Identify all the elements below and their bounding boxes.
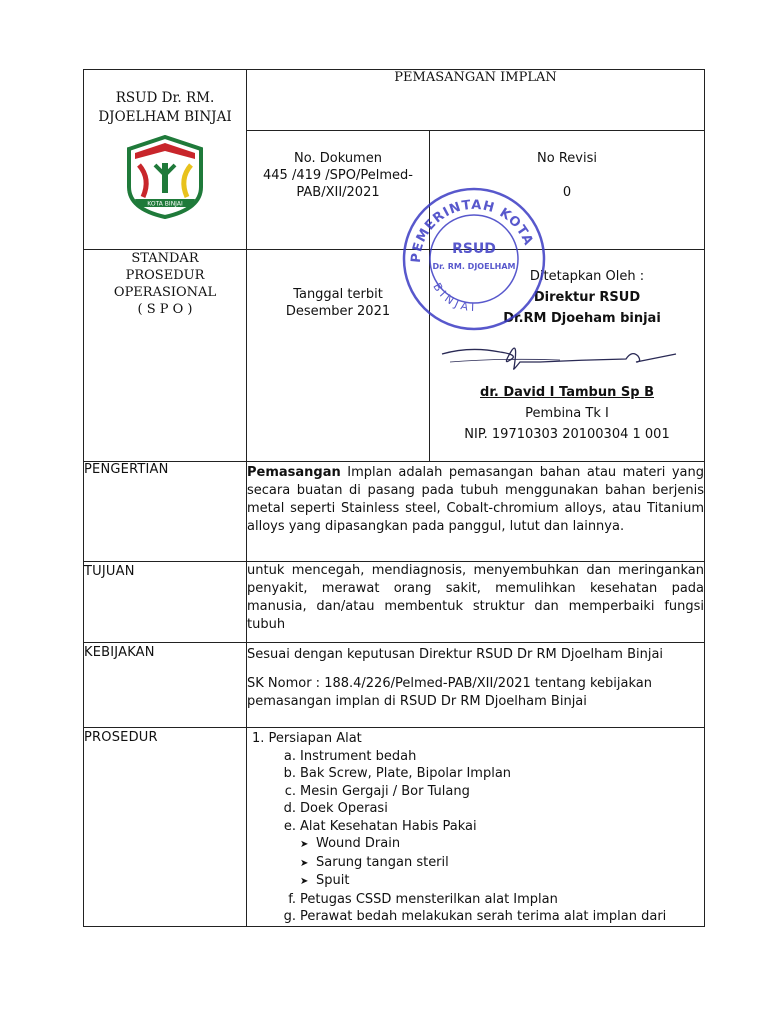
set-by-label: Ditetapkan Oleh : xyxy=(529,269,645,284)
tujuan-label: TUJUAN xyxy=(84,562,247,643)
prosedur-item-text: Instrument bedah xyxy=(300,748,417,764)
hospital-cell xyxy=(84,70,247,250)
prosedur-item-text: Alat Kesehatan Habis Pakai xyxy=(300,818,477,834)
prosedur-item-marker: e. xyxy=(283,818,296,834)
prosedur-label: PROSEDUR xyxy=(84,728,247,927)
prosedur-item xyxy=(272,818,704,836)
revision-value: 0 xyxy=(562,185,572,200)
document-title: PEMASANGAN IMPLAN xyxy=(247,70,705,131)
approval-cell xyxy=(430,250,705,462)
svg-text:PEMERINTAH KOTA: PEMERINTAH KOTA xyxy=(408,197,536,264)
signer-rank: Pembina Tk I xyxy=(525,406,609,421)
svg-text:Dr. RM. DJOELHAM: Dr. RM. DJOELHAM xyxy=(432,262,516,271)
signer-name: dr. David I Tambun Sp B xyxy=(480,385,654,400)
prosedur-item xyxy=(272,800,704,818)
spo-label-cell xyxy=(84,250,247,462)
svg-text:B I N J A I: B I N J A I xyxy=(430,280,475,315)
spo-table xyxy=(83,69,705,927)
prosedur-item-text: Mesin Gergaji / Bor Tulang xyxy=(300,783,470,799)
prosedur-item xyxy=(272,783,704,801)
prosedur-sub-item-text: Sarung tangan steril xyxy=(316,854,449,870)
pengertian-body: Implan adalah pemasangan bahan atau materi yang secara buatan di pasang pada tubuh menggunakan bahan berjenis metal seperti Stainless steel, Cobalt-chromium alloys, atau Titanium alloys yang dipasangkan pada panggul, lutut dan lainnya. xyxy=(247,465,705,534)
spo-line4: ( S P O ) xyxy=(137,302,193,317)
prosedur-item-marker: g. xyxy=(283,909,296,924)
kebijakan-cell xyxy=(247,643,705,728)
kebijakan-para1: Sesuai dengan keputusan Direktur RSUD Dr RM Djoelham Binjai xyxy=(247,647,664,662)
prosedur-sub-list-after xyxy=(252,891,704,926)
document-number-value-2: PAB/XII/2021 xyxy=(296,185,380,200)
prosedur-item-marker: a. xyxy=(283,748,296,764)
prosedur-sub-item xyxy=(300,872,704,891)
document-number-value-1: 445 /419 /SPO/Pelmed- xyxy=(263,168,413,183)
prosedur-item xyxy=(272,891,704,909)
kebijakan-para2: SK Nomor : 188.4/226/Pelmed-PAB/XII/2021 tentang kebijakan pemasangan implan di RSUD Dr RM Djoelham Binjai xyxy=(247,676,652,709)
signer-nip: NIP. 19710303 20100304 1 001 xyxy=(464,427,670,442)
spo-line1: STANDAR xyxy=(131,251,199,266)
spo-line2: PROSEDUR xyxy=(125,268,205,283)
prosedur-item-text: Petugas CSSD mensterilkan alat Implan xyxy=(300,891,558,907)
document-number-cell xyxy=(247,131,430,250)
director-institution: Dr.RM Djoeham binjai xyxy=(503,311,661,326)
prosedur-sub-list xyxy=(252,748,704,836)
prosedur-cell xyxy=(247,728,705,927)
arrow-bullet-icon: ➤ xyxy=(300,876,309,887)
prosedur-arrow-list xyxy=(252,835,704,891)
arrow-bullet-icon: ➤ xyxy=(300,857,309,869)
prosedur-step xyxy=(252,730,704,926)
kebijakan-label: KEBIJAKAN xyxy=(84,643,247,728)
arrow-bullet-icon: ➤ xyxy=(300,839,309,850)
pengertian-label: PENGERTIAN xyxy=(84,462,247,562)
spo-line3: OPERASIONAL xyxy=(113,285,217,300)
prosedur-item-marker: d. xyxy=(283,801,296,816)
pengertian-lead: Pemasangan xyxy=(247,465,341,480)
prosedur-sub-item-text: Spuit xyxy=(316,873,350,888)
prosedur-item-text: Doek Operasi xyxy=(300,801,388,816)
issue-date-cell xyxy=(247,250,430,462)
revision-cell xyxy=(430,131,705,250)
prosedur-item-text: Perawat bedah melakukan serah terima alat implan dari xyxy=(300,909,667,924)
prosedur-sub-item xyxy=(300,854,704,873)
prosedur-sub-item-text: Wound Drain xyxy=(316,836,401,851)
prosedur-step-title: 1. Persiapan Alat xyxy=(252,731,362,746)
prosedur-item-marker: c. xyxy=(284,783,296,799)
document-number-label: No. Dokumen xyxy=(294,151,382,166)
prosedur-item xyxy=(272,748,704,766)
hospital-logo xyxy=(84,135,246,223)
pengertian-text xyxy=(247,462,705,562)
hospital-name-line2: DJOELHAM BINJAI xyxy=(98,109,232,125)
issue-date-value: Desember 2021 xyxy=(285,304,391,319)
revision-label: No Revisi xyxy=(537,151,597,166)
prosedur-sub-item xyxy=(300,835,704,854)
prosedur-item xyxy=(272,908,704,926)
hospital-name-line1: RSUD Dr. RM. xyxy=(115,90,215,106)
prosedur-item xyxy=(272,765,704,783)
prosedur-item-marker: b. xyxy=(283,766,296,781)
prosedur-item-marker: f. xyxy=(288,891,296,907)
director-position: Direktur RSUD xyxy=(533,290,641,305)
svg-text:KOTA BINJAI: KOTA BINJAI xyxy=(147,200,183,208)
prosedur-list xyxy=(247,730,704,926)
tujuan-text: untuk mencegah, mendiagnosis, menyembuhkan dan meringankan penyakit, merawat orang sakit, memulihkan kesehatan pada manusia, dan/atau membentuk struktur dan memperbaiki fungsi tubuh xyxy=(247,562,705,643)
prosedur-item-text: Bak Screw, Plate, Bipolar Implan xyxy=(300,766,512,781)
issue-date-label: Tanggal terbit xyxy=(293,287,383,302)
svg-text:RSUD: RSUD xyxy=(452,241,496,257)
